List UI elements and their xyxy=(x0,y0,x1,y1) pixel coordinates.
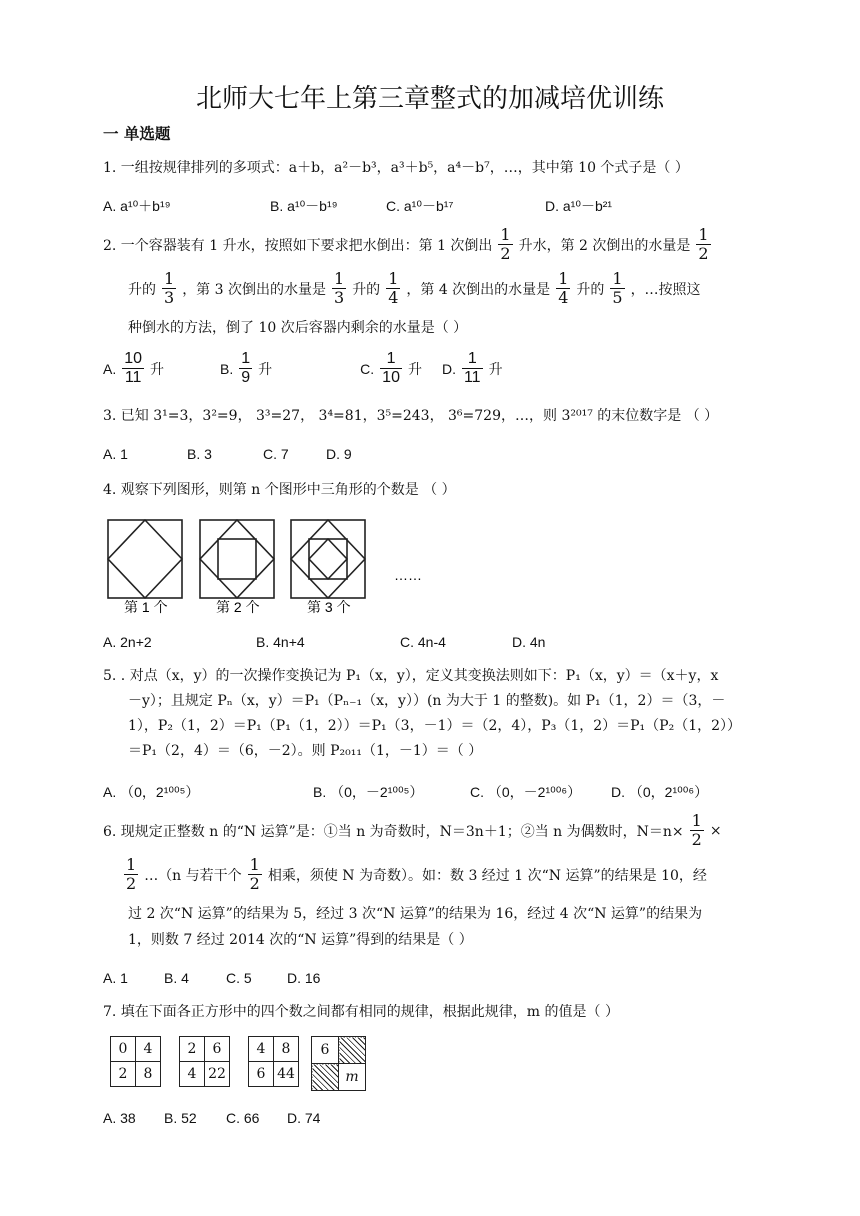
fraction: $\frac{1}{9}$ xyxy=(241,350,251,386)
q2-option-c: C. xyxy=(360,360,375,377)
q3-option-b: B. 3 xyxy=(187,446,212,462)
q5-option-a: A. （0，2¹⁰⁰⁵） xyxy=(103,784,200,800)
q3-option-a: A. 1 xyxy=(103,446,128,462)
fraction: $\frac{1}{10}$ xyxy=(382,350,400,386)
q7-option-a: A. 38 xyxy=(103,1110,136,1126)
grid-cell: 6 xyxy=(205,1037,230,1062)
grid-cell: 0 xyxy=(111,1037,136,1062)
q1-option-d: D. a¹⁰－b²¹ xyxy=(545,198,613,214)
triangle-figures xyxy=(100,512,440,618)
q5-option-b: B. （0，－2¹⁰⁰⁵） xyxy=(313,784,424,800)
q5-option-c: C. （0，－2¹⁰⁰⁶） xyxy=(470,784,582,800)
grid-cell: 6 xyxy=(312,1037,339,1064)
question-3: 3. 已知 3¹=3，3²=9， 3³=27， 3⁴=81，3⁵=243， 3⁶=729，…，则 3²⁰¹⁷ 的末位数字是 （ ） xyxy=(103,408,719,424)
q5-option-d: D. （0，2¹⁰⁰⁶） xyxy=(611,784,709,800)
question-2-line-1 xyxy=(103,226,717,263)
q1-option-b: B. a¹⁰－b¹⁹ xyxy=(270,198,338,214)
unit: 升 xyxy=(150,360,165,377)
number-square-3 xyxy=(248,1036,299,1087)
q2-text: ，第 3 次倒出的水量是 xyxy=(182,281,326,298)
hatched-cell xyxy=(312,1064,339,1091)
q2-option-d: D. xyxy=(441,360,456,377)
unit: 升 xyxy=(258,360,273,377)
q6-option-d: D. 16 xyxy=(287,970,321,986)
grid-cell: 4 xyxy=(249,1037,274,1062)
question-6-line-2 xyxy=(124,856,707,893)
fraction: $\frac{1}{5}$ xyxy=(612,269,623,307)
q3-option-c: C. 7 xyxy=(263,446,289,462)
q4-option-a: A. 2n+2 xyxy=(103,634,152,650)
fraction: $\frac{1}{3}$ xyxy=(334,269,345,307)
fraction: $\frac{1}{2}$ xyxy=(500,225,511,263)
fraction: $\frac{1}{2}$ xyxy=(249,855,260,893)
question-2-line-3: 种倒水的方法，倒了 10 次后容器内剩余的水量是（ ） xyxy=(128,320,468,336)
question-5-line-3: 1），P₂（1，2）＝P₁（P₁（1，2））＝P₁（3，－1）＝（2，4），P₃（1，2）＝P₁（P₂（1，2）） xyxy=(128,718,742,734)
fraction: $\frac{10}{11}$ xyxy=(124,350,143,386)
number-square-2 xyxy=(179,1036,230,1087)
fraction: $\frac{1}{11}$ xyxy=(463,350,481,386)
q6-text: 6. 现规定正整数 n 的“N 运算”是：①当 n 为奇数时，N＝3n＋1；②当 n 为偶数时，N＝n× xyxy=(103,823,684,840)
q2-option-b: B. xyxy=(220,360,234,377)
q6-option-a: A. 1 xyxy=(103,970,128,986)
question-5-line-2: －y）；且规定 Pₙ（x，y）＝P₁（Pₙ₋₁（x，y））(n 为大于 1 的整数)。如 P₁（1，2）＝（3，－ xyxy=(128,693,726,709)
figure-caption: 第 2 个 xyxy=(216,599,260,615)
q6-text: × xyxy=(709,822,722,839)
figure-3 xyxy=(291,520,365,598)
q3-option-d: D. 9 xyxy=(326,446,352,462)
q2-text: ，第 4 次倒出的水量是 xyxy=(406,281,551,298)
fraction: $\frac{1}{4}$ xyxy=(558,269,569,307)
q2-text: ，…按照这 xyxy=(630,281,701,298)
figure-caption: 第 1 个 xyxy=(124,599,168,615)
figure-1 xyxy=(108,520,182,598)
q4-option-c: C. 4n-4 xyxy=(400,634,446,650)
grid-cell: 4 xyxy=(136,1037,161,1062)
grid-cell: 44 xyxy=(274,1062,299,1087)
grid-cell: 2 xyxy=(180,1037,205,1062)
question-4: 4. 观察下列图形，则第 n 个图形中三角形的个数是 （ ） xyxy=(103,482,456,498)
grid-cell: 6 xyxy=(249,1062,274,1087)
q7-option-c: C. 66 xyxy=(226,1110,260,1126)
question-1: 1. 一组按规律排列的多项式：a＋b，a²－b³，a³＋b⁵，a⁴－b⁷，…，其中第 10 个式子是（ ） xyxy=(103,160,689,176)
section-heading: 一 单选题 xyxy=(103,125,171,143)
grid-cell: 22 xyxy=(205,1062,230,1087)
question-6-line-1 xyxy=(103,812,722,849)
grid-cell: 4 xyxy=(180,1062,205,1087)
q2-text: 升的 xyxy=(576,281,605,298)
figure-caption: 第 3 个 xyxy=(307,599,351,615)
unit: 升 xyxy=(488,360,503,377)
q2-text: 升水，第 2 次倒出的水量是 xyxy=(518,237,691,254)
number-square-4 xyxy=(311,1036,366,1091)
q2-option-a: A. xyxy=(103,360,117,377)
fraction: $\frac{1}{3}$ xyxy=(164,269,175,307)
number-square-1 xyxy=(110,1036,161,1087)
q4-option-b: B. 4n+4 xyxy=(256,634,305,650)
q2-options xyxy=(103,350,503,387)
question-2-line-2 xyxy=(128,270,701,307)
question-7: 7. 填在下面各正方形中的四个数之间都有相同的规律，根据此规律，m 的值是（ ） xyxy=(103,1004,619,1020)
fraction: $\frac{1}{2}$ xyxy=(126,855,137,893)
q2-text: 2. 一个容器装有 1 升水，按照如下要求把水倒出：第 1 次倒出 xyxy=(103,237,493,254)
question-6-line-3: 过 2 次“N 运算”的结果为 5，经过 3 次“N 运算”的结果为 16，经过 4 次“N 运算”的结果为 xyxy=(128,906,703,922)
question-5-line-1: 5. . 对点（x，y）的一次操作变换记为 P₁（x，y），定义其变换法则如下：P₁（x，y）＝（x＋y，x xyxy=(103,668,719,684)
q2-text: 升的 xyxy=(352,281,381,298)
unit: 升 xyxy=(407,360,422,377)
q6-text: 相乘，须使 N 为奇数）。如：数 3 经过 1 次“N 运算”的结果是 10，经 xyxy=(267,867,707,884)
hatched-cell xyxy=(339,1037,366,1064)
question-5-line-4: ＝P₁（2，4）＝（6，－2）。则 P₂₀₁₁（1，－1）＝（ ） xyxy=(128,743,483,759)
ellipsis: …… xyxy=(394,567,422,583)
q7-option-b: B. 52 xyxy=(164,1110,197,1126)
fraction: $\frac{1}{2}$ xyxy=(698,225,709,263)
q4-option-d: D. 4n xyxy=(512,634,546,650)
grid-cell-m: m xyxy=(339,1064,366,1091)
question-6-line-4: 1，则数 7 经过 2014 次的“N 运算”得到的结果是（ ） xyxy=(128,932,473,948)
fraction: $\frac{1}{4}$ xyxy=(388,269,399,307)
grid-cell: 2 xyxy=(111,1062,136,1087)
q1-option-a: A. a¹⁰＋b¹⁹ xyxy=(103,198,171,214)
q2-text: 升的 xyxy=(128,281,156,298)
grid-cell: 8 xyxy=(136,1062,161,1087)
q6-option-b: B. 4 xyxy=(164,970,189,986)
fraction: $\frac{1}{2}$ xyxy=(691,811,702,849)
q7-option-d: D. 74 xyxy=(287,1110,321,1126)
q6-text: …（n 与若干个 xyxy=(144,867,242,884)
page-title: 北师大七年上第三章整式的加减培优训练 xyxy=(195,84,664,114)
q1-option-c: C. a¹⁰－b¹⁷ xyxy=(386,198,454,214)
q6-option-c: C. 5 xyxy=(226,970,252,986)
grid-cell: 8 xyxy=(274,1037,299,1062)
figure-2 xyxy=(200,520,274,598)
